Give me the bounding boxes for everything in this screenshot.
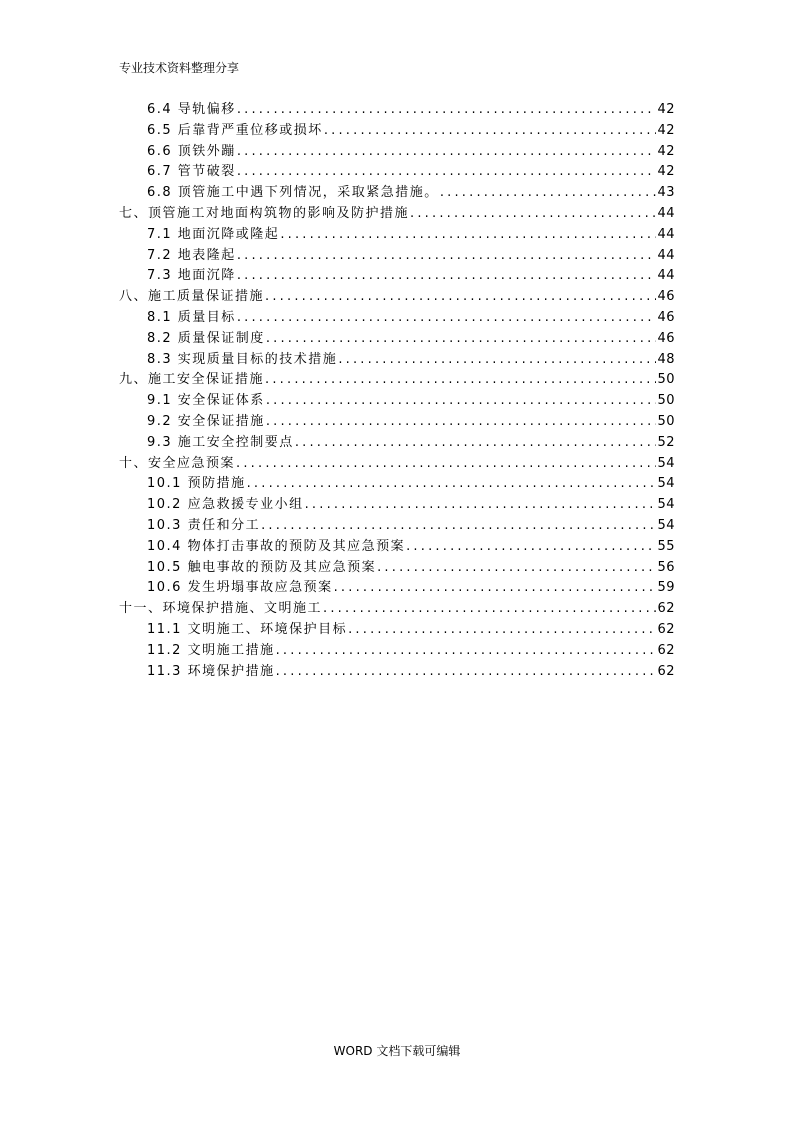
toc-dot-leader	[261, 518, 656, 533]
toc-dot-leader	[237, 144, 657, 159]
toc-entry-title: 10.6 发生坍塌事故应急预案	[147, 580, 333, 596]
toc-entry[interactable]	[119, 514, 675, 535]
toc-page-number: 55	[657, 538, 675, 554]
toc-dot-leader	[265, 372, 656, 387]
toc-dot-leader	[236, 456, 656, 471]
toc-entry-title: 9.2 安全保证措施	[147, 413, 265, 429]
toc-chapter-entry[interactable]	[119, 368, 675, 389]
toc-dot-leader	[410, 206, 656, 221]
toc-entry[interactable]	[119, 576, 675, 597]
toc-dot-leader	[266, 393, 657, 408]
toc-entry-title: 6.7 管节破裂	[147, 164, 236, 180]
toc-page-number: 54	[657, 476, 675, 492]
toc-entry-title: 6.5 后靠背严重位移或损坏	[147, 122, 323, 138]
toc-entry[interactable]	[119, 660, 675, 681]
toc-dot-leader	[276, 643, 657, 658]
toc-page-number: 46	[657, 330, 675, 346]
toc-dot-leader	[266, 331, 657, 346]
toc-entry-title: 10.5 触电事故的预防及其应急预案	[147, 559, 377, 575]
page-footer: WORD 文档下载可编辑	[333, 1044, 461, 1058]
toc-entry[interactable]	[119, 493, 675, 514]
toc-chapter-entry[interactable]	[119, 597, 675, 618]
toc-dot-leader	[406, 539, 656, 554]
toc-entry-title: 十、安全应急预案	[119, 455, 236, 471]
toc-dot-leader	[280, 227, 656, 242]
toc-page-number: 46	[657, 309, 675, 325]
toc-entry[interactable]	[119, 472, 675, 493]
toc-dot-leader	[265, 289, 656, 304]
toc-page-number: 44	[657, 205, 675, 221]
toc-entry[interactable]	[119, 410, 675, 431]
toc-dot-leader	[237, 102, 657, 117]
toc-entry[interactable]	[119, 556, 675, 577]
toc-entry-title: 11.3 环境保护措施	[147, 663, 275, 679]
toc-entry[interactable]	[119, 431, 675, 452]
toc-dot-leader	[237, 310, 657, 325]
toc-entry-title: 11.2 文明施工措施	[147, 642, 275, 658]
table-of-contents	[119, 98, 675, 680]
toc-page-number: 42	[657, 143, 675, 159]
toc-page-number: 44	[657, 226, 675, 242]
toc-page-number: 62	[657, 663, 675, 679]
toc-entry[interactable]	[119, 348, 675, 369]
toc-page-number: 62	[657, 642, 675, 658]
toc-page-number: 46	[657, 289, 675, 305]
toc-entry-title: 9.3 施工安全控制要点	[147, 434, 294, 450]
toc-entry[interactable]	[119, 327, 675, 348]
toc-page-number: 52	[657, 434, 675, 450]
toc-entry[interactable]	[119, 140, 675, 161]
toc-dot-leader	[440, 185, 657, 200]
toc-entry-title: 9.1 安全保证体系	[147, 393, 265, 409]
toc-entry-title: 11.1 文明施工、环境保护目标	[147, 621, 348, 637]
toc-entry-title: 7.2 地表隆起	[147, 247, 236, 263]
toc-dot-leader	[237, 248, 657, 263]
toc-entry[interactable]	[119, 618, 675, 639]
toc-page-number: 42	[657, 102, 675, 117]
toc-page-number: 43	[657, 185, 675, 201]
toc-dot-leader	[276, 664, 657, 679]
page-header: 专业技术资料整理分享	[119, 61, 240, 75]
toc-entry-title: 6.6 顶铁外蹦	[147, 143, 236, 159]
toc-dot-leader	[323, 601, 656, 616]
toc-page-number: 50	[657, 393, 675, 409]
toc-page-number: 62	[657, 601, 675, 617]
toc-dot-leader	[237, 164, 657, 179]
toc-chapter-entry[interactable]	[119, 452, 675, 473]
toc-dot-leader	[334, 580, 657, 595]
toc-entry[interactable]	[119, 98, 675, 119]
toc-entry[interactable]	[119, 244, 675, 265]
toc-dot-leader	[237, 268, 657, 283]
toc-entry-title: 10.2 应急救援专业小组	[147, 497, 304, 513]
toc-page-number: 54	[657, 497, 675, 513]
toc-entry[interactable]	[119, 389, 675, 410]
toc-entry[interactable]	[119, 223, 675, 244]
toc-entry[interactable]	[119, 264, 675, 285]
toc-chapter-entry[interactable]	[119, 285, 675, 306]
toc-entry-title: 6.4 导轨偏移	[147, 102, 236, 117]
toc-entry-title: 8.2 质量保证制度	[147, 330, 265, 346]
toc-dot-leader	[295, 435, 657, 450]
toc-dot-leader	[305, 497, 657, 512]
toc-entry-title: 10.4 物体打击事故的预防及其应急预案	[147, 538, 406, 554]
toc-page-number: 50	[657, 372, 675, 388]
toc-dot-leader	[377, 560, 656, 575]
toc-page-number: 50	[657, 413, 675, 429]
toc-dot-leader	[247, 476, 657, 491]
toc-chapter-entry[interactable]	[119, 202, 675, 223]
toc-entry[interactable]	[119, 639, 675, 660]
toc-page-number: 42	[657, 122, 675, 138]
toc-dot-leader	[324, 123, 657, 138]
toc-dot-leader	[338, 352, 656, 367]
toc-entry-title: 7.1 地面沉降或隆起	[147, 226, 280, 242]
toc-entry-title: 8.1 质量目标	[147, 309, 236, 325]
toc-entry-title: 九、施工安全保证措施	[119, 372, 265, 388]
toc-entry[interactable]	[119, 119, 675, 140]
toc-entry[interactable]	[119, 535, 675, 556]
toc-page-number: 44	[657, 268, 675, 284]
toc-entry-title: 7.3 地面沉降	[147, 268, 236, 284]
toc-page-number: 54	[657, 455, 675, 471]
toc-dot-leader	[348, 622, 656, 637]
toc-entry[interactable]	[119, 160, 675, 181]
toc-entry-title: 十一、环境保护措施、文明施工	[119, 601, 323, 617]
toc-page-number: 42	[657, 164, 675, 180]
toc-entry-title: 6.8 顶管施工中遇下列情况，采取紧急措施。	[147, 185, 439, 201]
toc-entry[interactable]	[119, 306, 675, 327]
toc-page-number: 62	[657, 621, 675, 637]
toc-page-number: 59	[657, 580, 675, 596]
toc-dot-leader	[266, 414, 657, 429]
toc-entry[interactable]	[119, 181, 675, 202]
toc-page-number: 44	[657, 247, 675, 263]
toc-entry-title: 八、施工质量保证措施	[119, 289, 265, 305]
toc-entry-title: 8.3 实现质量目标的技术措施	[147, 351, 338, 367]
toc-page-number: 48	[657, 351, 675, 367]
toc-page-number: 54	[657, 517, 675, 533]
toc-entry-title: 10.3 责任和分工	[147, 517, 261, 533]
toc-entry-title: 10.1 预防措施	[147, 476, 246, 492]
toc-page-number: 56	[657, 559, 675, 575]
toc-entry-title: 七、顶管施工对地面构筑物的影响及防护措施	[119, 205, 410, 221]
